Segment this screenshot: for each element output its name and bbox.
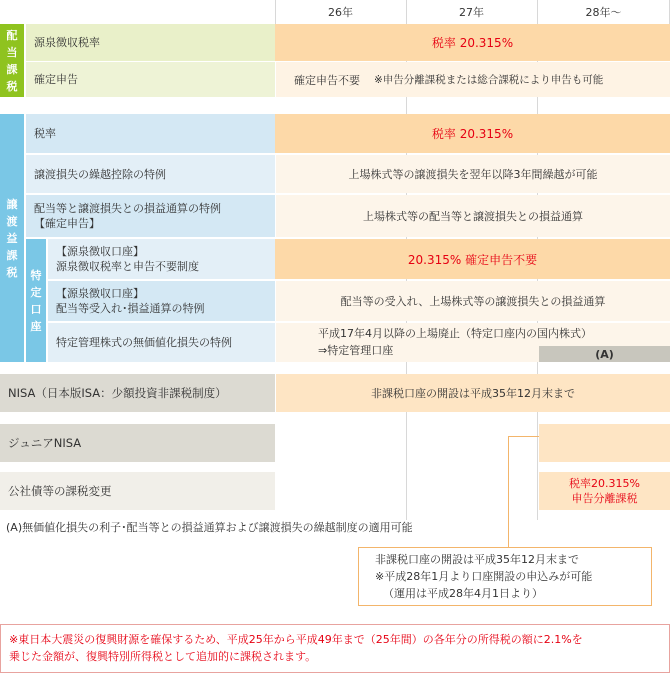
carry-forward-label: 譲渡損失の繰越控除の特例 xyxy=(26,155,275,193)
dividend-filing-text: 確定申告不要 xyxy=(294,73,360,87)
transfer-group-char: 益 xyxy=(6,231,18,245)
dividend-filing-value xyxy=(276,62,670,97)
junior-nisa-bar xyxy=(539,424,670,462)
junior-nisa-callout xyxy=(358,547,652,606)
note-line: 乗じた金額が、復興特別所得税として追加的に課税されます。 xyxy=(9,650,317,663)
specific-account-label xyxy=(26,239,46,362)
footnote-a: (A)無価値化損失の利子･配当等との損益通算および譲渡損失の繰越制度の適用可能 xyxy=(6,521,413,534)
specific-account-char: 特 xyxy=(30,268,42,282)
nisa-value: 非課税口座の開設は平成35年12月末まで xyxy=(276,374,670,412)
transfer-group-label xyxy=(0,114,24,362)
callout-line: （運用は平成28年4月1日より） xyxy=(383,587,543,600)
withholding-account-label xyxy=(48,239,275,279)
callout-line: ※平成28年1月より口座開設の申込みが可能 xyxy=(375,570,593,583)
column-header-27: 27年 xyxy=(459,6,484,19)
bonds-value-line: 申告分離課税 xyxy=(571,492,638,505)
callout-connector xyxy=(508,436,539,437)
reconstruction-tax-note xyxy=(0,624,670,673)
bonds-value xyxy=(539,472,670,510)
grid-line xyxy=(275,0,276,24)
dividend-group-char: 配 xyxy=(6,28,18,42)
dividend-rate-value: 税率 20.315% xyxy=(275,24,670,61)
transfer-group-char: 税 xyxy=(6,265,18,279)
dividend-filing-label: 確定申告 xyxy=(26,62,275,97)
dividend-intake-value: 配当等の受入れ、上場株式等の譲渡損失との損益通算 xyxy=(276,281,670,321)
bonds-label: 公社債等の課税変更 xyxy=(0,472,275,510)
managed-stock-label: 特定管理株式の無価値化損失の特例 xyxy=(48,323,275,362)
dividend-group-char: 税 xyxy=(6,79,18,93)
nisa-label: NISA（日本版ISA：少額投資非課税制度） xyxy=(0,374,275,412)
offset-label-line: 【確定申告】 xyxy=(34,217,100,230)
offset-value: 上場株式等の配当等と譲渡損失との損益通算 xyxy=(276,195,670,237)
specific-account-char: 定 xyxy=(30,285,42,299)
dividend-filing-note: ※申告分離課税または総合課税により申告も可能 xyxy=(374,74,604,86)
transfer-rate-value: 税率 20.315% xyxy=(275,114,670,153)
junior-nisa-label: ジュニアNISA xyxy=(0,424,275,462)
carry-forward-value: 上場株式等の譲渡損失を翌年以降3年間繰越が可能 xyxy=(276,155,670,193)
dividend-group-char: 当 xyxy=(6,45,18,59)
dividend-intake-label xyxy=(48,281,275,321)
column-header-28: 28年～ xyxy=(585,6,622,19)
offset-label-line: 配当等と譲渡損失との損益通算の特例 xyxy=(34,202,221,215)
transfer-group-char: 課 xyxy=(6,248,18,262)
withholding-account-value: 20.315% 確定申告不要 xyxy=(275,239,670,279)
offset-label xyxy=(26,195,275,237)
bonds-value-line: 税率20.315% xyxy=(569,477,640,490)
column-header-26: 26年 xyxy=(328,6,353,19)
withholding-account-line: 源泉徴収税率と申告不要制度 xyxy=(56,260,199,273)
callout-line: 非課税口座の開設は平成35年12月末まで xyxy=(375,553,579,566)
managed-stock-badge: (A) xyxy=(539,346,670,362)
specific-account-char: 座 xyxy=(30,319,42,333)
transfer-group-char: 渡 xyxy=(6,214,18,228)
specific-account-char: 口 xyxy=(30,302,42,316)
note-line: ※東日本大震災の復興財源を確保するため、平成25年から平成49年まで（25年間）の各年分の所得税の額に2.1%を xyxy=(9,633,583,646)
transfer-group-char: 譲 xyxy=(6,197,18,211)
dividend-group-char: 課 xyxy=(6,62,18,76)
dividend-intake-line: 配当等受入れ･損益通算の特例 xyxy=(56,302,205,315)
managed-stock-line: ⇒特定管理口座 xyxy=(318,344,394,357)
withholding-account-line: 【源泉徴収口座】 xyxy=(56,245,144,258)
dividend-intake-line: 【源泉徴収口座】 xyxy=(56,287,144,300)
dividend-rate-label: 源泉徴収税率 xyxy=(26,24,275,61)
callout-connector xyxy=(508,436,509,547)
managed-stock-line: 平成17年4月以降の上場廃止（特定口座内の国内株式） xyxy=(318,327,592,340)
transfer-rate-label: 税率 xyxy=(26,114,275,153)
dividend-group-label xyxy=(0,24,24,97)
